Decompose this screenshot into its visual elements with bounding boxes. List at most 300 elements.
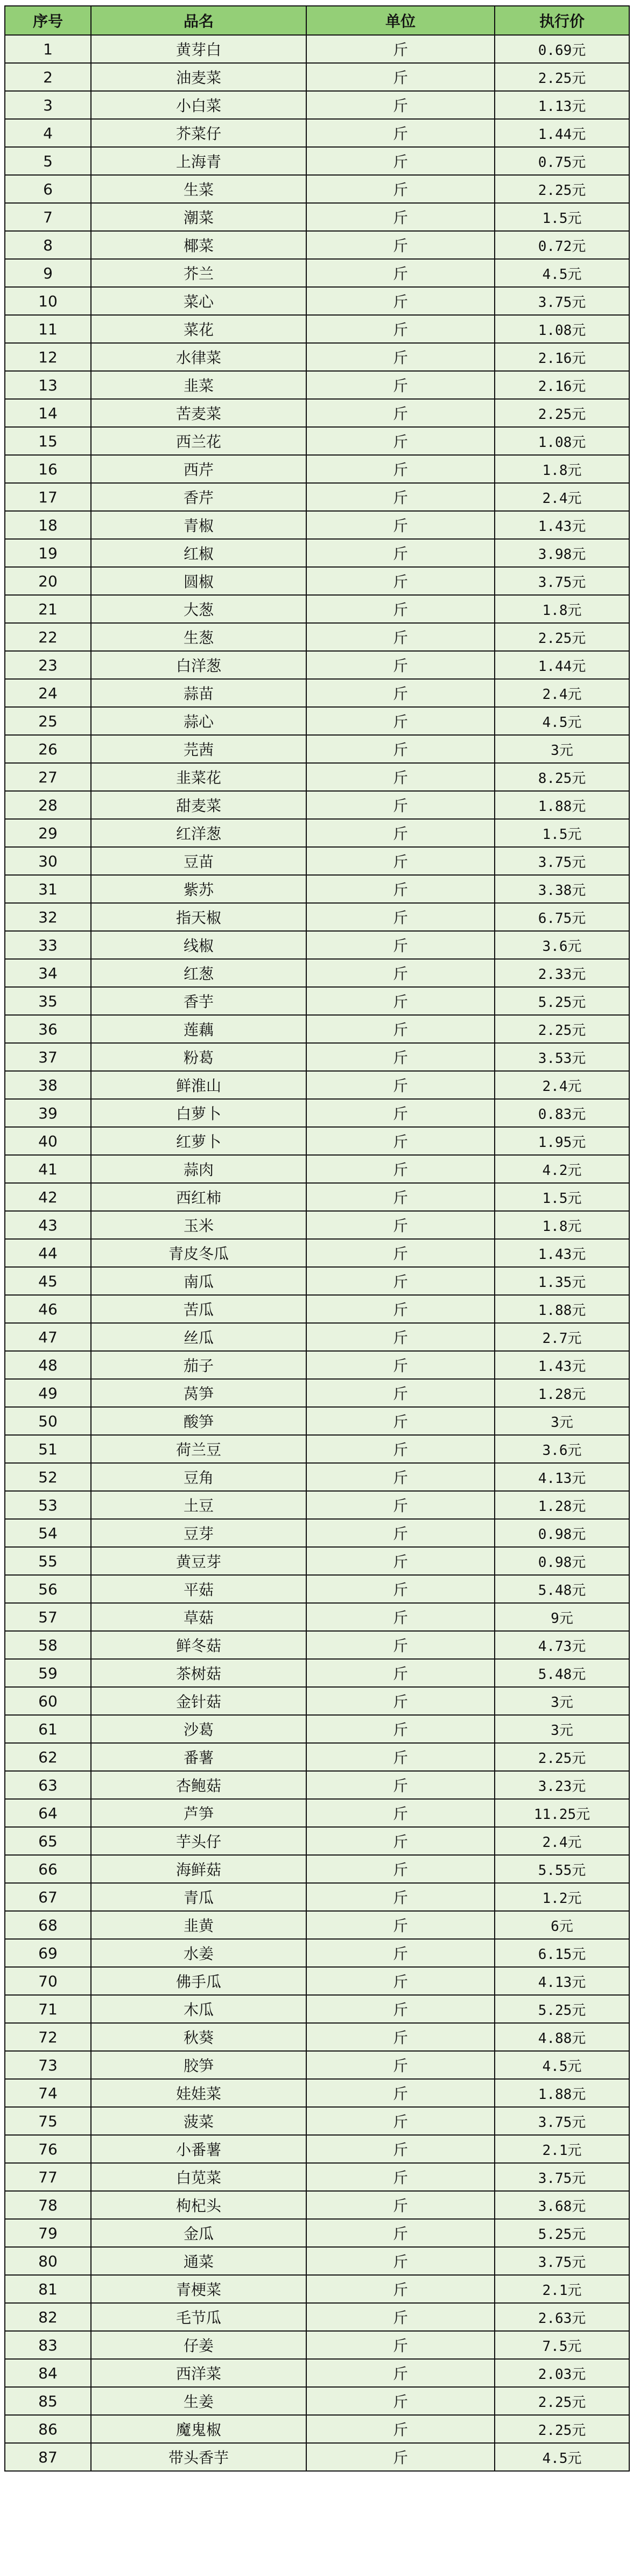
price-cell: 1.95元	[495, 1127, 629, 1155]
table-row	[5, 2275, 629, 2303]
serial-number-cell: 63	[5, 1771, 91, 1799]
table-row	[5, 875, 629, 903]
table-row	[5, 1295, 629, 1323]
price-cell: 1.88元	[495, 1295, 629, 1323]
product-name-cell: 鲜淮山	[91, 1071, 306, 1099]
unit-cell: 斤	[306, 1603, 495, 1631]
table-row	[5, 2135, 629, 2163]
table-row	[5, 511, 629, 539]
product-name-cell: 白萝卜	[91, 1099, 306, 1127]
unit-cell: 斤	[306, 287, 495, 315]
product-name-cell: 菜心	[91, 287, 306, 315]
product-name-cell: 生姜	[91, 2387, 306, 2415]
price-cell: 4.5元	[495, 2051, 629, 2079]
price-cell: 2.16元	[495, 371, 629, 399]
serial-number-cell: 23	[5, 651, 91, 679]
price-cell: 3.68元	[495, 2191, 629, 2219]
table-row	[5, 1631, 629, 1659]
product-name-cell: 小白菜	[91, 91, 306, 119]
product-name-cell: 黄豆芽	[91, 1547, 306, 1575]
table-row	[5, 231, 629, 259]
product-name-cell: 金瓜	[91, 2219, 306, 2247]
product-name-cell: 红椒	[91, 539, 306, 567]
table-row	[5, 1211, 629, 1239]
serial-number-cell: 22	[5, 623, 91, 651]
price-cell: 0.98元	[495, 1519, 629, 1547]
price-cell: 2.7元	[495, 1323, 629, 1351]
table-row	[5, 2191, 629, 2219]
price-cell: 4.73元	[495, 1631, 629, 1659]
serial-number-cell: 12	[5, 343, 91, 371]
table-row	[5, 2303, 629, 2331]
table-row	[5, 1351, 629, 1379]
price-cell: 11.25元	[495, 1799, 629, 1827]
table-row	[5, 651, 629, 679]
serial-number-cell: 83	[5, 2331, 91, 2359]
serial-number-cell: 79	[5, 2219, 91, 2247]
serial-number-cell: 67	[5, 1883, 91, 1911]
unit-cell: 斤	[306, 987, 495, 1015]
price-cell: 2.25元	[495, 175, 629, 203]
unit-cell: 斤	[306, 1855, 495, 1883]
serial-number-cell: 78	[5, 2191, 91, 2219]
price-cell: 1.88元	[495, 791, 629, 819]
product-name-cell: 线椒	[91, 931, 306, 959]
unit-cell: 斤	[306, 1295, 495, 1323]
unit-cell: 斤	[306, 1743, 495, 1771]
price-sheet	[4, 5, 629, 2472]
table-row	[5, 931, 629, 959]
price-cell: 0.98元	[495, 1547, 629, 1575]
product-name-cell: 香芋	[91, 987, 306, 1015]
price-cell: 1.88元	[495, 2079, 629, 2107]
product-name-cell: 红洋葱	[91, 819, 306, 847]
serial-number-cell: 33	[5, 931, 91, 959]
serial-number-cell: 25	[5, 707, 91, 735]
price-cell: 3.75元	[495, 287, 629, 315]
unit-cell: 斤	[306, 1043, 495, 1071]
unit-cell: 斤	[306, 35, 495, 63]
unit-cell: 斤	[306, 231, 495, 259]
serial-number-cell: 36	[5, 1015, 91, 1043]
product-name-cell: 酸笋	[91, 1407, 306, 1435]
unit-cell: 斤	[306, 2359, 495, 2387]
serial-number-cell: 62	[5, 1743, 91, 1771]
table-row	[5, 1155, 629, 1183]
product-name-cell: 毛节瓜	[91, 2303, 306, 2331]
serial-number-cell: 69	[5, 1939, 91, 1967]
serial-number-cell: 37	[5, 1043, 91, 1071]
product-name-cell: 红葱	[91, 959, 306, 987]
header-unit: 单位	[306, 6, 495, 35]
product-name-cell: 胶笋	[91, 2051, 306, 2079]
price-cell: 1.44元	[495, 119, 629, 147]
serial-number-cell: 56	[5, 1575, 91, 1603]
product-name-cell: 粉葛	[91, 1043, 306, 1071]
table-row	[5, 287, 629, 315]
table-body	[5, 35, 629, 2471]
table-row	[5, 567, 629, 595]
table-row	[5, 2023, 629, 2051]
table-row	[5, 343, 629, 371]
unit-cell: 斤	[306, 2191, 495, 2219]
table-row	[5, 1435, 629, 1463]
table-row	[5, 1099, 629, 1127]
table-row	[5, 371, 629, 399]
product-name-cell: 苦麦菜	[91, 399, 306, 427]
price-cell: 1.08元	[495, 315, 629, 343]
serial-number-cell: 57	[5, 1603, 91, 1631]
price-cell: 1.5元	[495, 203, 629, 231]
header-serial-number: 序号	[5, 6, 91, 35]
serial-number-cell: 61	[5, 1715, 91, 1743]
table-row	[5, 91, 629, 119]
product-name-cell: 菜花	[91, 315, 306, 343]
serial-number-cell: 27	[5, 763, 91, 791]
serial-number-cell: 29	[5, 819, 91, 847]
table-row	[5, 679, 629, 707]
unit-cell: 斤	[306, 259, 495, 287]
product-name-cell: 金针菇	[91, 1687, 306, 1715]
product-name-cell: 魔鬼椒	[91, 2415, 306, 2443]
price-cell: 2.4元	[495, 483, 629, 511]
price-cell: 5.25元	[495, 1995, 629, 2023]
price-cell: 3.75元	[495, 2163, 629, 2191]
unit-cell: 斤	[306, 1183, 495, 1211]
unit-cell: 斤	[306, 455, 495, 483]
unit-cell: 斤	[306, 1827, 495, 1855]
product-name-cell: 指天椒	[91, 903, 306, 931]
price-cell: 3元	[495, 1407, 629, 1435]
price-cell: 9元	[495, 1603, 629, 1631]
unit-cell: 斤	[306, 203, 495, 231]
product-name-cell: 生菜	[91, 175, 306, 203]
table-row	[5, 1603, 629, 1631]
unit-cell: 斤	[306, 1211, 495, 1239]
serial-number-cell: 64	[5, 1799, 91, 1827]
table-row	[5, 1015, 629, 1043]
product-name-cell: 豆苗	[91, 847, 306, 875]
unit-cell: 斤	[306, 1659, 495, 1687]
price-cell: 3.75元	[495, 2107, 629, 2135]
product-name-cell: 小番薯	[91, 2135, 306, 2163]
serial-number-cell: 49	[5, 1379, 91, 1407]
product-name-cell: 菠菜	[91, 2107, 306, 2135]
unit-cell: 斤	[306, 2387, 495, 2415]
serial-number-cell: 43	[5, 1211, 91, 1239]
product-name-cell: 白洋葱	[91, 651, 306, 679]
price-cell: 0.69元	[495, 35, 629, 63]
product-name-cell: 蒜肉	[91, 1155, 306, 1183]
serial-number-cell: 34	[5, 959, 91, 987]
product-name-cell: 豆芽	[91, 1519, 306, 1547]
serial-number-cell: 7	[5, 203, 91, 231]
product-name-cell: 莲藕	[91, 1015, 306, 1043]
unit-cell: 斤	[306, 735, 495, 763]
serial-number-cell: 6	[5, 175, 91, 203]
table-row	[5, 1127, 629, 1155]
serial-number-cell: 80	[5, 2247, 91, 2275]
product-name-cell: 圆椒	[91, 567, 306, 595]
unit-cell: 斤	[306, 2275, 495, 2303]
price-cell: 1.08元	[495, 427, 629, 455]
unit-cell: 斤	[306, 847, 495, 875]
serial-number-cell: 19	[5, 539, 91, 567]
product-name-cell: 香芹	[91, 483, 306, 511]
price-cell: 0.83元	[495, 1099, 629, 1127]
serial-number-cell: 26	[5, 735, 91, 763]
product-name-cell: 芥菜仔	[91, 119, 306, 147]
product-name-cell: 上海青	[91, 147, 306, 175]
product-name-cell: 木瓜	[91, 1995, 306, 2023]
price-cell: 1.44元	[495, 651, 629, 679]
price-cell: 3.75元	[495, 567, 629, 595]
table-row	[5, 483, 629, 511]
unit-cell: 斤	[306, 2247, 495, 2275]
price-cell: 3.38元	[495, 875, 629, 903]
price-cell: 5.55元	[495, 1855, 629, 1883]
product-name-cell: 莴笋	[91, 1379, 306, 1407]
serial-number-cell: 39	[5, 1099, 91, 1127]
price-cell: 3.75元	[495, 2247, 629, 2275]
price-cell: 7.5元	[495, 2331, 629, 2359]
product-name-cell: 平菇	[91, 1575, 306, 1603]
serial-number-cell: 68	[5, 1911, 91, 1939]
price-cell: 3.75元	[495, 847, 629, 875]
serial-number-cell: 18	[5, 511, 91, 539]
unit-cell: 斤	[306, 1995, 495, 2023]
serial-number-cell: 85	[5, 2387, 91, 2415]
price-cell: 6.75元	[495, 903, 629, 931]
serial-number-cell: 59	[5, 1659, 91, 1687]
serial-number-cell: 58	[5, 1631, 91, 1659]
price-cell: 2.33元	[495, 959, 629, 987]
table-row	[5, 2051, 629, 2079]
product-name-cell: 油麦菜	[91, 63, 306, 91]
table-row	[5, 1939, 629, 1967]
price-cell: 4.2元	[495, 1155, 629, 1183]
unit-cell: 斤	[306, 1799, 495, 1827]
unit-cell: 斤	[306, 1099, 495, 1127]
table-row	[5, 1547, 629, 1575]
serial-number-cell: 13	[5, 371, 91, 399]
unit-cell: 斤	[306, 539, 495, 567]
serial-number-cell: 3	[5, 91, 91, 119]
serial-number-cell: 9	[5, 259, 91, 287]
serial-number-cell: 32	[5, 903, 91, 931]
unit-cell: 斤	[306, 175, 495, 203]
serial-number-cell: 4	[5, 119, 91, 147]
serial-number-cell: 48	[5, 1351, 91, 1379]
price-cell: 1.8元	[495, 455, 629, 483]
serial-number-cell: 41	[5, 1155, 91, 1183]
serial-number-cell: 5	[5, 147, 91, 175]
table-row	[5, 455, 629, 483]
serial-number-cell: 40	[5, 1127, 91, 1155]
unit-cell: 斤	[306, 147, 495, 175]
price-cell: 2.25元	[495, 2387, 629, 2415]
table-row	[5, 427, 629, 455]
price-cell: 2.25元	[495, 2415, 629, 2443]
unit-cell: 斤	[306, 1883, 495, 1911]
unit-cell: 斤	[306, 651, 495, 679]
price-cell: 1.5元	[495, 819, 629, 847]
price-cell: 1.2元	[495, 1883, 629, 1911]
serial-number-cell: 86	[5, 2415, 91, 2443]
product-name-cell: 白苋菜	[91, 2163, 306, 2191]
table-row	[5, 2247, 629, 2275]
product-name-cell: 紫苏	[91, 875, 306, 903]
product-name-cell: 韭菜	[91, 371, 306, 399]
product-name-cell: 娃娃菜	[91, 2079, 306, 2107]
unit-cell: 斤	[306, 1407, 495, 1435]
unit-cell: 斤	[306, 1631, 495, 1659]
price-cell: 1.13元	[495, 91, 629, 119]
product-name-cell: 青皮冬瓜	[91, 1239, 306, 1267]
unit-cell: 斤	[306, 1491, 495, 1519]
price-cell: 0.72元	[495, 231, 629, 259]
product-name-cell: 黄芽白	[91, 35, 306, 63]
unit-cell: 斤	[306, 1071, 495, 1099]
table-row	[5, 1911, 629, 1939]
serial-number-cell: 76	[5, 2135, 91, 2163]
price-cell: 3.53元	[495, 1043, 629, 1071]
unit-cell: 斤	[306, 2079, 495, 2107]
price-cell: 2.16元	[495, 343, 629, 371]
price-cell: 2.25元	[495, 63, 629, 91]
serial-number-cell: 51	[5, 1435, 91, 1463]
price-cell: 8.25元	[495, 763, 629, 791]
serial-number-cell: 75	[5, 2107, 91, 2135]
table-header	[5, 6, 629, 35]
product-name-cell: 西芹	[91, 455, 306, 483]
table-row	[5, 791, 629, 819]
table-row	[5, 707, 629, 735]
price-cell: 5.25元	[495, 2219, 629, 2247]
serial-number-cell: 17	[5, 483, 91, 511]
product-name-cell: 土豆	[91, 1491, 306, 1519]
unit-cell: 斤	[306, 427, 495, 455]
product-name-cell: 南瓜	[91, 1267, 306, 1295]
unit-cell: 斤	[306, 1351, 495, 1379]
unit-cell: 斤	[306, 483, 495, 511]
price-cell: 1.43元	[495, 511, 629, 539]
product-name-cell: 佛手瓜	[91, 1967, 306, 1995]
table-row	[5, 735, 629, 763]
product-name-cell: 秋葵	[91, 2023, 306, 2051]
serial-number-cell: 46	[5, 1295, 91, 1323]
serial-number-cell: 71	[5, 1995, 91, 2023]
price-cell: 2.25元	[495, 623, 629, 651]
price-cell: 4.13元	[495, 1967, 629, 1995]
product-name-cell: 青梗菜	[91, 2275, 306, 2303]
unit-cell: 斤	[306, 875, 495, 903]
serial-number-cell: 72	[5, 2023, 91, 2051]
unit-cell: 斤	[306, 763, 495, 791]
serial-number-cell: 2	[5, 63, 91, 91]
table-row	[5, 595, 629, 623]
unit-cell: 斤	[306, 1687, 495, 1715]
table-row	[5, 315, 629, 343]
table-row	[5, 987, 629, 1015]
unit-cell: 斤	[306, 2443, 495, 2471]
unit-cell: 斤	[306, 679, 495, 707]
product-name-cell: 草菇	[91, 1603, 306, 1631]
serial-number-cell: 84	[5, 2359, 91, 2387]
serial-number-cell: 65	[5, 1827, 91, 1855]
unit-cell: 斤	[306, 623, 495, 651]
serial-number-cell: 74	[5, 2079, 91, 2107]
unit-cell: 斤	[306, 1267, 495, 1295]
price-cell: 3.6元	[495, 1435, 629, 1463]
table-row	[5, 1799, 629, 1827]
unit-cell: 斤	[306, 1911, 495, 1939]
table-row	[5, 1379, 629, 1407]
price-cell: 4.5元	[495, 707, 629, 735]
table-row	[5, 539, 629, 567]
unit-cell: 斤	[306, 1519, 495, 1547]
product-name-cell: 蒜心	[91, 707, 306, 735]
serial-number-cell: 8	[5, 231, 91, 259]
price-cell: 3.6元	[495, 931, 629, 959]
unit-cell: 斤	[306, 903, 495, 931]
product-name-cell: 蒜苗	[91, 679, 306, 707]
price-cell: 6.15元	[495, 1939, 629, 1967]
table-row	[5, 1239, 629, 1267]
serial-number-cell: 20	[5, 567, 91, 595]
price-cell: 1.5元	[495, 1183, 629, 1211]
unit-cell: 斤	[306, 1715, 495, 1743]
unit-cell: 斤	[306, 1463, 495, 1491]
price-cell: 1.43元	[495, 1351, 629, 1379]
table-row	[5, 903, 629, 931]
table-row	[5, 847, 629, 875]
table-row	[5, 1491, 629, 1519]
unit-cell: 斤	[306, 1967, 495, 1995]
price-cell: 2.25元	[495, 1015, 629, 1043]
table-row	[5, 399, 629, 427]
serial-number-cell: 45	[5, 1267, 91, 1295]
price-cell: 5.48元	[495, 1659, 629, 1687]
serial-number-cell: 44	[5, 1239, 91, 1267]
unit-cell: 斤	[306, 707, 495, 735]
unit-cell: 斤	[306, 1323, 495, 1351]
serial-number-cell: 30	[5, 847, 91, 875]
unit-cell: 斤	[306, 1575, 495, 1603]
unit-cell: 斤	[306, 2051, 495, 2079]
table-row	[5, 203, 629, 231]
table-row	[5, 119, 629, 147]
table-row	[5, 2387, 629, 2415]
header-row	[5, 6, 629, 35]
price-cell: 2.03元	[495, 2359, 629, 2387]
product-name-cell: 荷兰豆	[91, 1435, 306, 1463]
table-row	[5, 1043, 629, 1071]
table-row	[5, 1575, 629, 1603]
table-row	[5, 259, 629, 287]
serial-number-cell: 52	[5, 1463, 91, 1491]
table-row	[5, 2359, 629, 2387]
price-cell: 0.75元	[495, 147, 629, 175]
price-cell: 3元	[495, 1687, 629, 1715]
table-row	[5, 1183, 629, 1211]
price-cell: 4.13元	[495, 1463, 629, 1491]
serial-number-cell: 15	[5, 427, 91, 455]
unit-cell: 斤	[306, 1127, 495, 1155]
product-name-cell: 韭菜花	[91, 763, 306, 791]
price-cell: 2.4元	[495, 679, 629, 707]
price-cell: 2.63元	[495, 2303, 629, 2331]
